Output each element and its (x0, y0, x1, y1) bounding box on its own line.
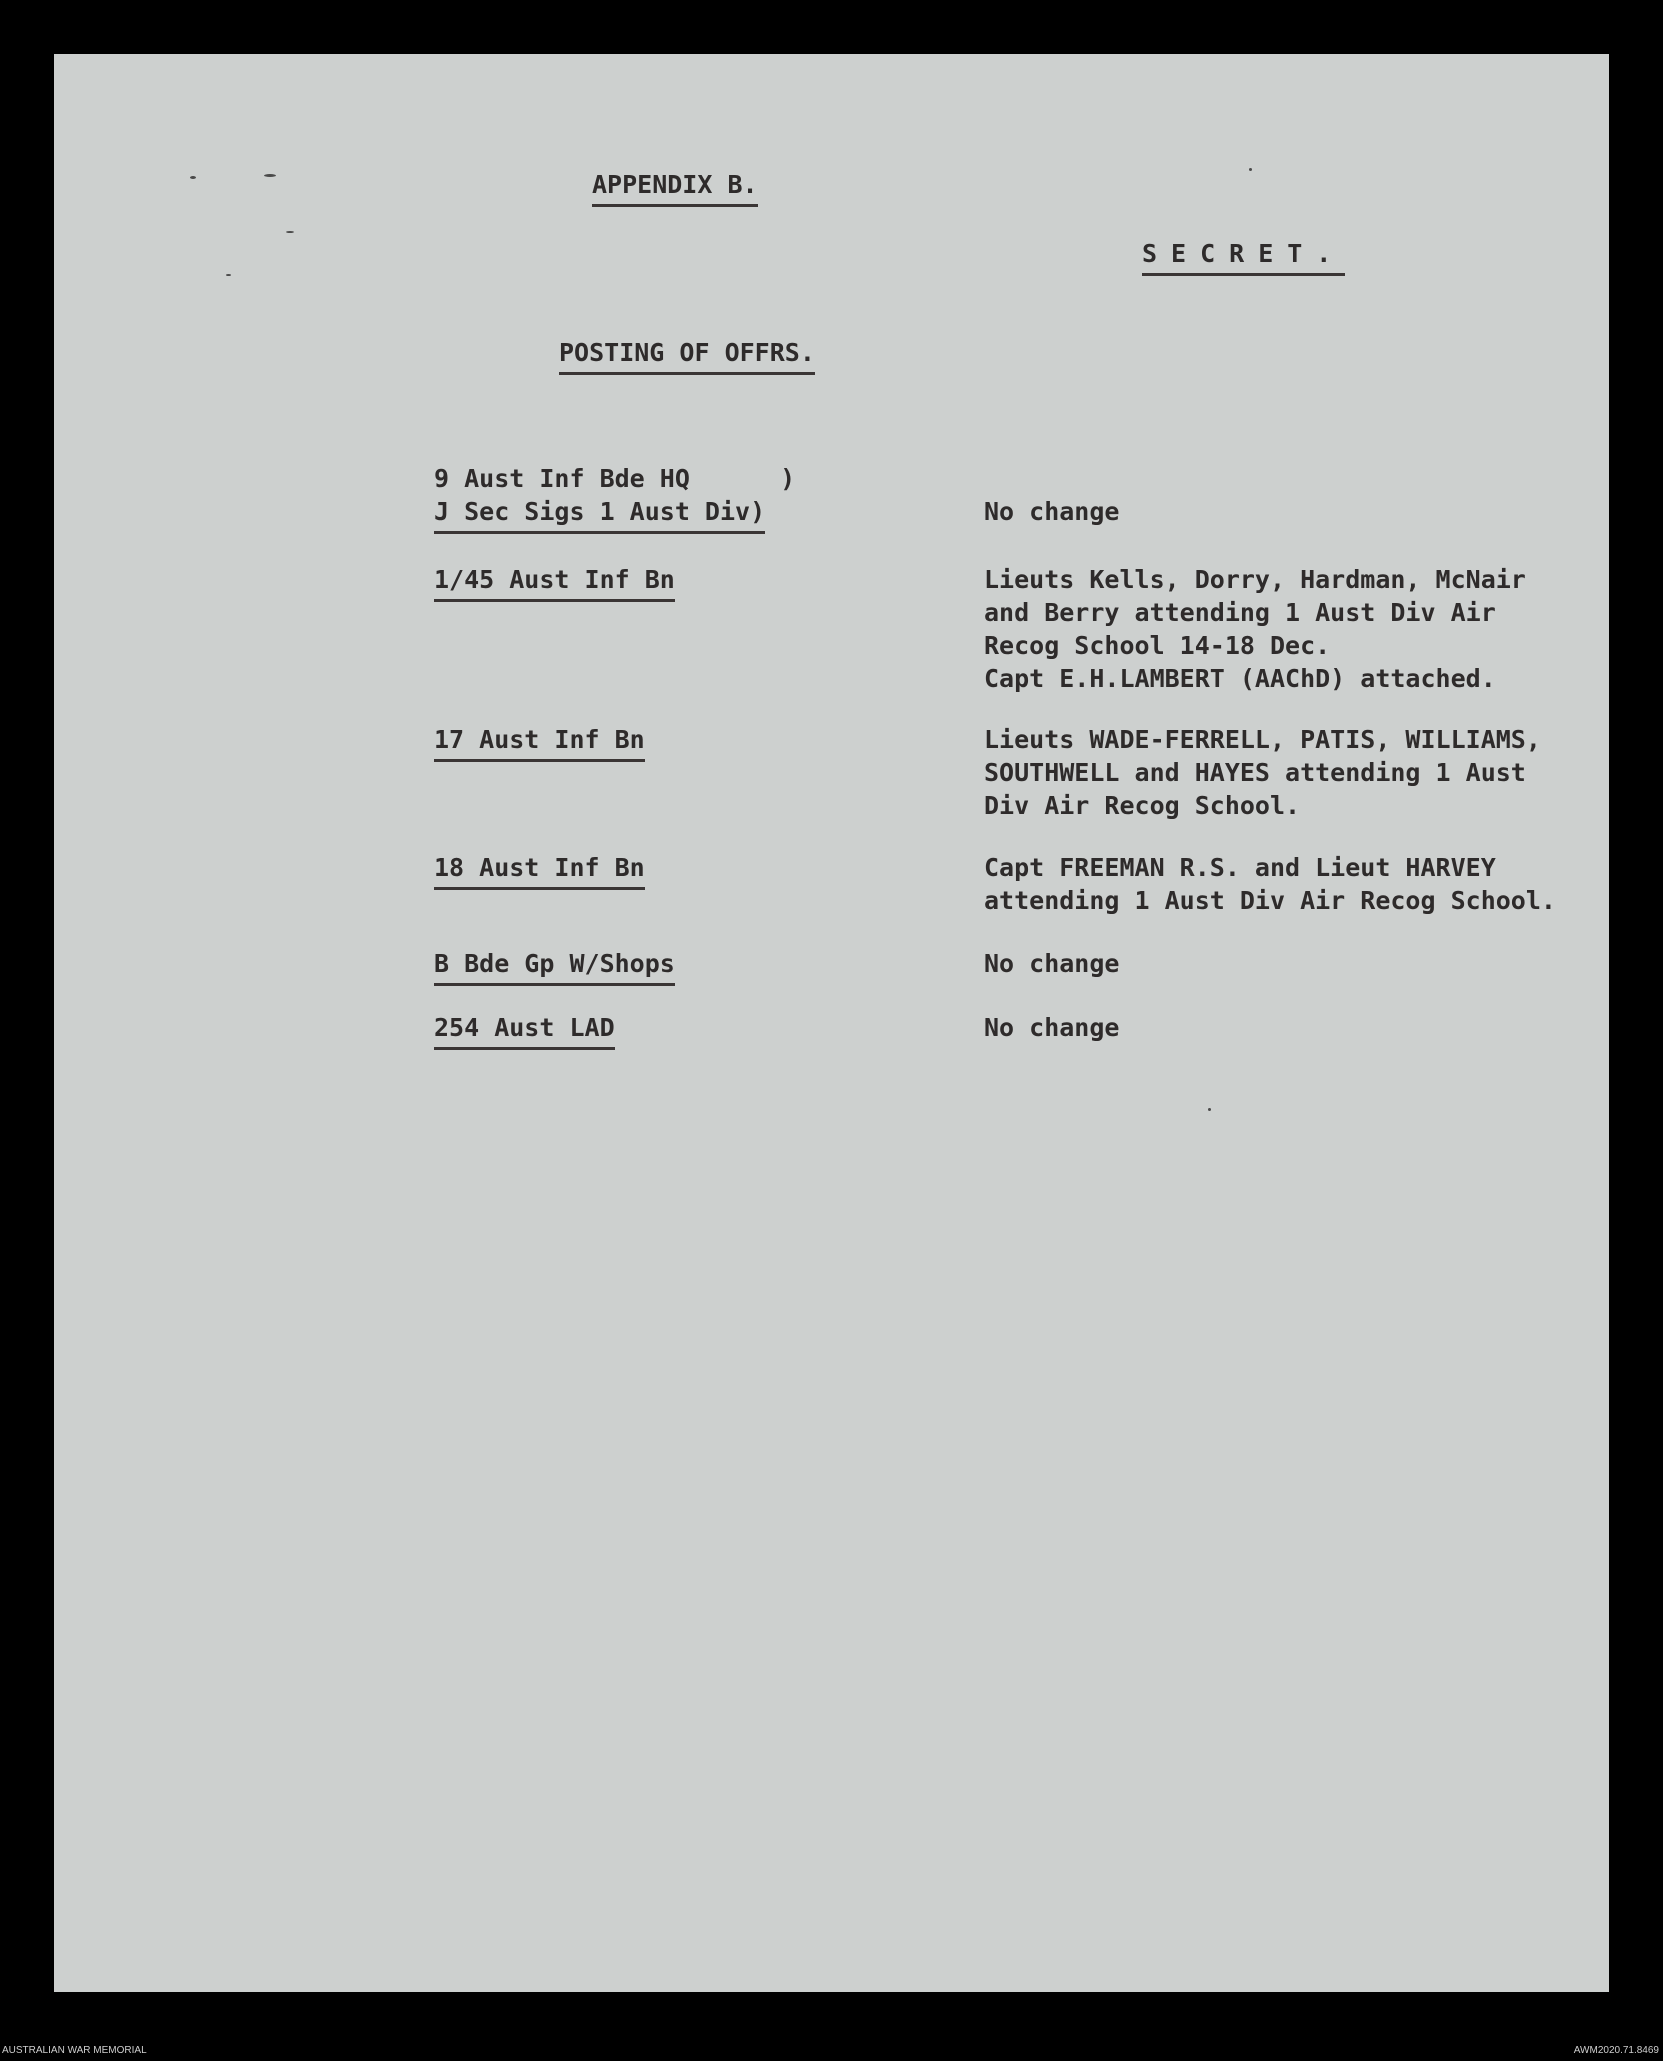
unit-label: 1/45 Aust Inf Bn (434, 563, 675, 602)
classification-label: SECRET. (1142, 237, 1345, 276)
unit-label: J Sec Sigs 1 Aust Div) (434, 495, 765, 534)
ink-smudge (286, 231, 294, 233)
unit-label: 17 Aust Inf Bn (434, 723, 645, 762)
remarks-text: No change (984, 1013, 1120, 1042)
ink-smudge (226, 274, 231, 276)
remarks-text: Lieuts Kells, Dorry, Hardman, McNair and Berry attending 1 Aust Div Air Recog School 14-18 Dec. Capt E.H.LAMBERT (AAChD) attached. (984, 565, 1526, 693)
unit-label: 18 Aust Inf Bn (434, 851, 645, 890)
unit-label: 9 Aust Inf Bde HQ ) (434, 464, 796, 493)
unit-label: B Bde Gp W/Shops (434, 947, 675, 986)
footer-item-id: AWM2020.71.8469 (1573, 2045, 1659, 2056)
appendix-title: APPENDIX B. (592, 168, 758, 207)
remarks-text: Lieuts WADE-FERRELL, PATIS, WILLIAMS, SOUTHWELL and HAYES attending 1 Aust Div Air Recog School. (984, 725, 1541, 820)
remarks-text: No change (984, 949, 1120, 978)
document-heading: POSTING OF OFFRS. (559, 336, 815, 375)
ink-smudge (190, 176, 196, 179)
remarks-text: No change (984, 497, 1120, 526)
remarks-text: Capt FREEMAN R.S. and Lieut HARVEY attending 1 Aust Div Air Recog School. (984, 853, 1556, 915)
footer-archive-label: AUSTRALIAN WAR MEMORIAL (2, 2045, 147, 2056)
document-page (54, 54, 1609, 1992)
ink-speck (1208, 1108, 1211, 1111)
unit-label: 254 Aust LAD (434, 1011, 615, 1050)
ink-speck (1249, 168, 1252, 171)
ink-smudge (264, 174, 276, 177)
